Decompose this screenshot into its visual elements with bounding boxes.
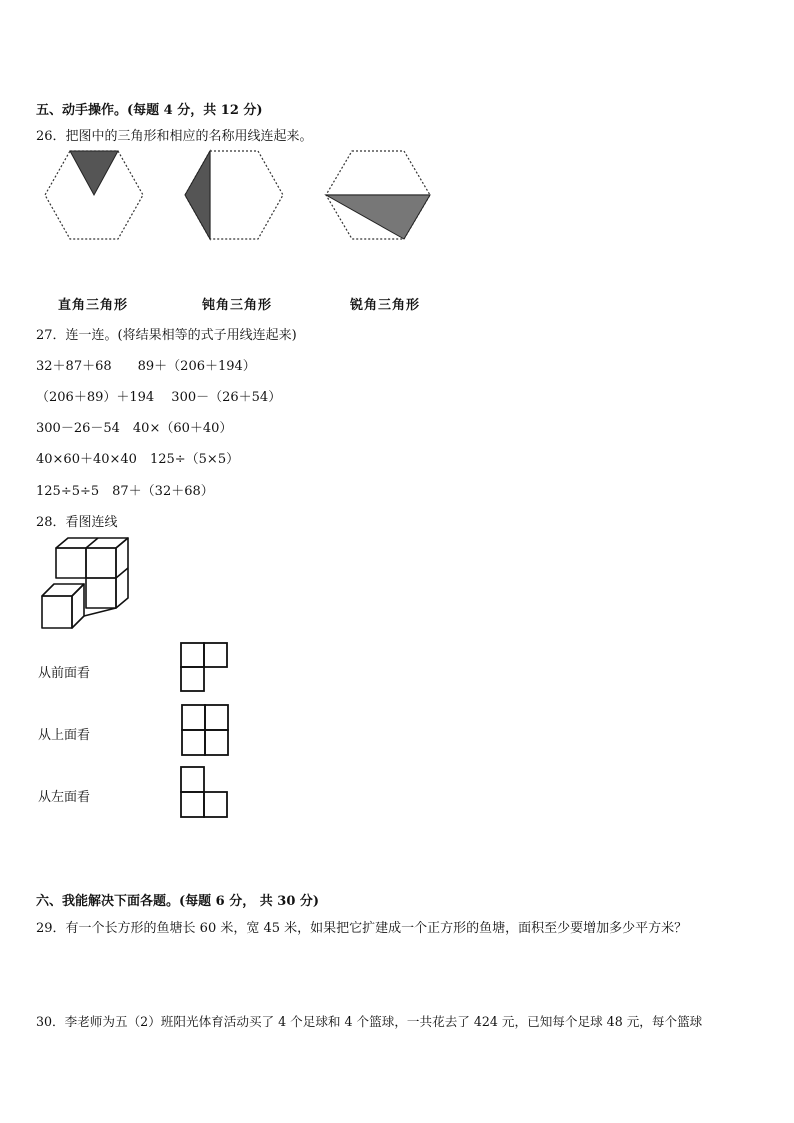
view-label-left: 从左面看: [38, 790, 91, 805]
expression-row: 125÷5÷5 87＋（32＋68）: [36, 484, 214, 499]
hexagon-acute-triangle-figure: [326, 151, 430, 239]
label-right-triangle: 直角三角形: [58, 298, 129, 313]
cube-stack-figure: [38, 536, 158, 636]
question-27-text: 27．连一连。(将结果相等的式子用线连起来): [36, 328, 297, 343]
grid-view-c: [180, 766, 250, 826]
grid-view-a: [180, 642, 250, 702]
hexagon-obtuse-triangle-figure: [185, 151, 283, 239]
view-label-front: 从前面看: [38, 666, 91, 681]
question-30-text: 30．李老师为五（2）班阳光体育活动买了 4 个足球和 4 个篮球，一共花去了 424 元，已知每个足球 48 元，每个篮球: [36, 1014, 703, 1029]
view-label-top: 从上面看: [38, 728, 91, 743]
label-obtuse-triangle: 钝角三角形: [202, 298, 273, 313]
hexagon-figures: [0, 145, 794, 275]
label-acute-triangle: 锐角三角形: [350, 298, 421, 313]
expression-row: 300－26－54 40×（60＋40）: [36, 421, 233, 436]
question-28-text: 28．看图连线: [36, 515, 118, 530]
expression-row: 32＋87＋68 89＋（206＋194）: [36, 359, 256, 374]
section-5-heading: 五、动手操作。(每题 4 分，共 12 分): [36, 103, 263, 118]
expression-row: （206＋89）＋194 300－（26＋54）: [36, 390, 282, 405]
question-26-text: 26．把图中的三角形和相应的名称用线连起来。: [36, 129, 313, 144]
grid-view-b: [180, 704, 250, 764]
section-6-heading: 六、我能解决下面各题。(每题 6 分， 共 30 分): [36, 894, 320, 909]
question-29-text: 29．有一个长方形的鱼塘长 60 米，宽 45 米，如果把它扩建成一个正方形的鱼塘，面积至少要增加多少平方米？: [36, 921, 688, 936]
expression-row: 40×60＋40×40 125÷（5×5）: [36, 452, 240, 467]
hexagon-right-triangle-figure: [45, 151, 143, 239]
